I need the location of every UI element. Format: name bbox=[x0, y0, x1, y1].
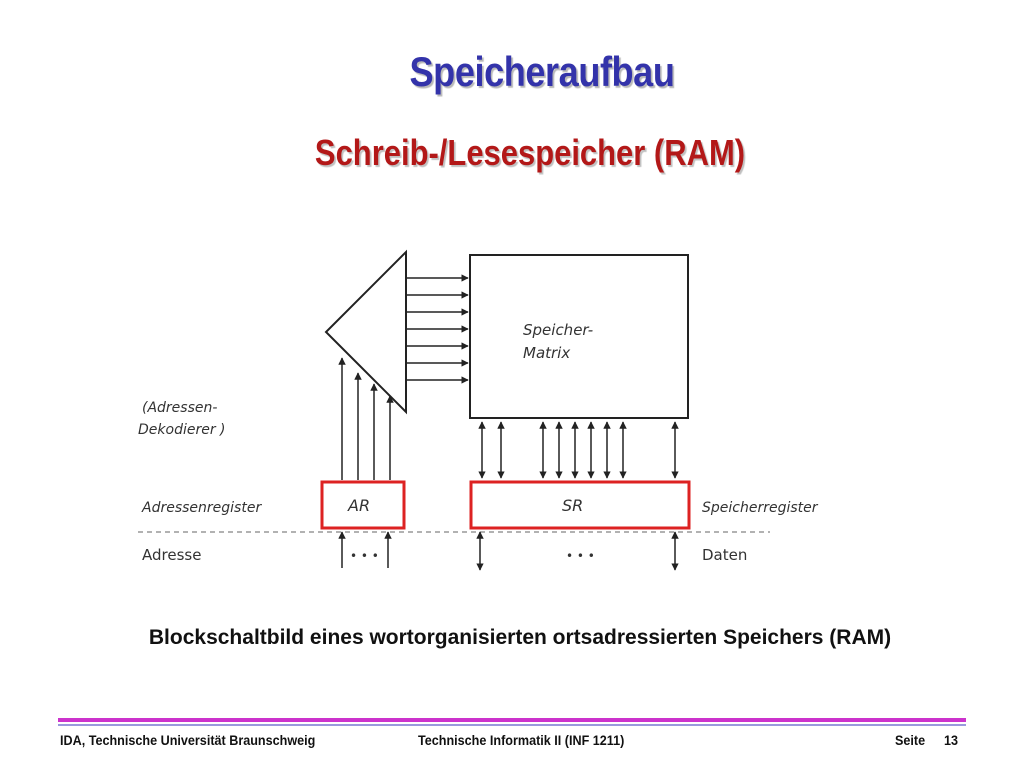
address-label: Adresse bbox=[142, 546, 202, 564]
slide-title: Speicheraufbau bbox=[409, 48, 675, 95]
footer-page-number: 13 bbox=[944, 732, 959, 748]
footer-institution: IDA, Technische Universität Braunschweig bbox=[60, 732, 316, 748]
matrix-label-line1: Speicher- bbox=[523, 321, 594, 339]
address-decoder-triangle bbox=[326, 252, 406, 412]
data-ellipsis: • • • bbox=[566, 549, 595, 563]
decoder-label-line2: Dekodierer ) bbox=[138, 422, 226, 438]
data-label: Daten bbox=[702, 546, 748, 564]
word-lines bbox=[406, 278, 468, 380]
ram-block-diagram bbox=[130, 240, 910, 600]
address-register-label: Adressenregister bbox=[142, 500, 262, 516]
matrix-label-line2: Matrix bbox=[523, 344, 571, 362]
decoder-label-line1: (Adressen- bbox=[142, 400, 218, 416]
sr-label: SR bbox=[562, 496, 584, 515]
data-register-label: Speicherregister bbox=[702, 500, 818, 516]
slide-subtitle: Schreib-/Lesespeicher (RAM) bbox=[314, 132, 746, 173]
data-bit-lines bbox=[482, 422, 675, 478]
footer-course: Technische Informatik II (INF 1211) bbox=[418, 732, 625, 748]
ar-label: AR bbox=[348, 496, 371, 515]
footer-divider-secondary bbox=[58, 724, 966, 726]
footer-page-label: Seite bbox=[895, 732, 926, 748]
footer-divider bbox=[58, 718, 966, 722]
address-ellipsis: • • • bbox=[350, 549, 379, 563]
diagram-caption: Blockschaltbild eines wortorganisierten ortsadressierten Speichers (RAM) bbox=[148, 626, 892, 649]
